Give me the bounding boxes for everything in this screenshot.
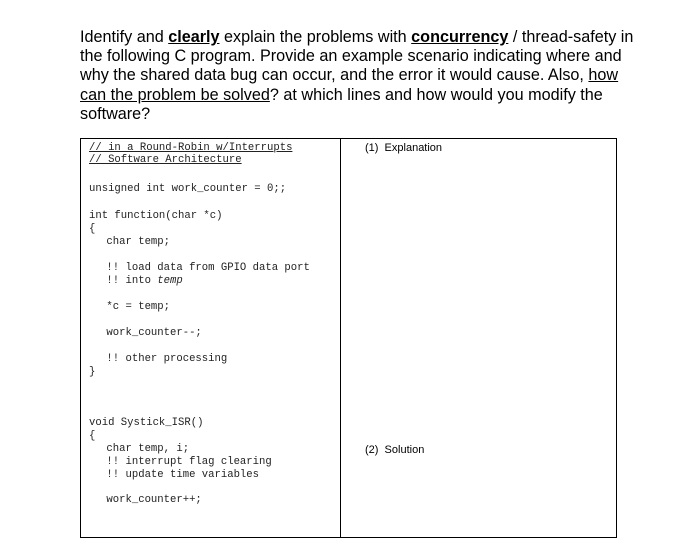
code-line: !! interrupt flag clearing xyxy=(81,456,272,468)
code-temp-variable: temp xyxy=(157,275,183,287)
clearly-emphasis: clearly xyxy=(168,28,220,46)
code-isr-signature: void Systick_ISR() xyxy=(89,417,204,429)
code-brace: } xyxy=(89,366,96,378)
concurrency-emphasis: concurrency xyxy=(411,28,509,46)
code-line: char temp; xyxy=(81,236,171,248)
solved-underline: how can the problem be solved xyxy=(80,66,619,104)
code-line: work_counter--; xyxy=(81,327,202,339)
code-line: work_counter++; xyxy=(81,494,202,506)
code-declaration: unsigned int work_counter = 0;; xyxy=(89,183,287,195)
code-function-signature: int function(char *c) xyxy=(89,210,223,222)
code-line: !! update time variables xyxy=(81,469,260,481)
code-line: *c = temp; xyxy=(81,301,171,313)
code-listing xyxy=(81,139,340,537)
code-comment-line: // in a Round-Robin w/Interrupts xyxy=(89,142,293,154)
code-brace: { xyxy=(89,430,96,442)
code-comment-line: // Software Architecture xyxy=(89,154,242,166)
solution-label: (2) Solution xyxy=(365,444,425,456)
code-brace: { xyxy=(89,223,96,235)
code-line: !! load data from GPIO data port xyxy=(81,262,310,274)
code-line: !! into temp xyxy=(81,275,183,287)
answer-table xyxy=(80,138,617,538)
question-text: Identify and clearly explain the problems with concurrency / thread-safety in the following C program. Provide an example scenario indicating where and why the shared data bug can occur, and the error it would cause. Also, how can the problem be solved? at which lines and how would you modify the software? xyxy=(80,28,634,123)
code-line: !! other processing xyxy=(81,353,228,365)
explanation-label: (1) Explanation xyxy=(365,142,443,154)
code-line: char temp, i; xyxy=(81,443,190,455)
answer-column xyxy=(341,139,617,537)
